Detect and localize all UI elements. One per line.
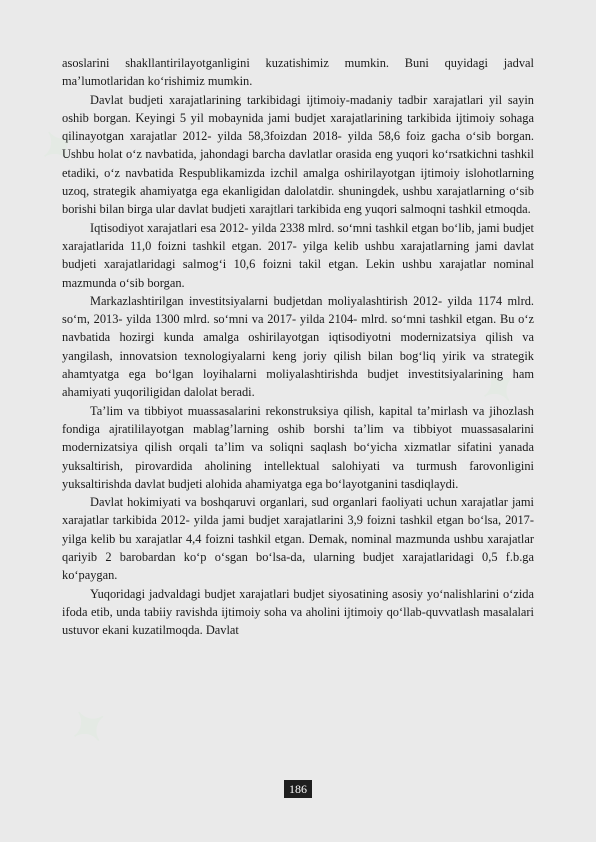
paragraph: asoslarini shakllantirilayotganligini kuzatishimiz mumkin. Buni quyidagi jadval ma’lumotlaridan ko‘rishimiz mumkin. (62, 56, 534, 89)
paragraph: Davlat budjeti xarajatlarining tarkibidagi ijtimoiy-madaniy tadbir xarajatlari yil sayin oshib borgan. Keyingi 5 yil mobaynida jami budjet xarajatlarining tarkibida ijtimoiy sohaga qilinayotgan xarajatlar 2012- yilda 58,3foizdan 2018- yilda 58,6 foiz gacha o‘sib borgan. Ushbu holat o‘z navbatida, jahondagi barcha davlatlar orasida eng yuqori ko‘rsatkichni tashkil etadiki, o‘z navbatida Respublikamizda izchil amalga oshirilayotgan ijtimoiy islohotlarning uzoq, strategik ahamiyatga ega ekanligidan dalolatdir. shuningdek, ushbu xarajatlarning o‘sib borishi bilan birga ular davlat budjeti xarajtlari tarkibida eng yuqori salmoqni tashkil etmoqda. (62, 92, 534, 217)
body-text (62, 54, 534, 640)
paragraph: Yuqoridagi jadvaldagi budjet xarajatlari budjet siyosatining asosiy yo‘nalishlarini o‘zida ifoda etib, unda tabiiy ravishda ijtimoiy soha va aholini ijtimoiy qo‘llab-quvvatlash masalalari ustuvor ekani kuzatilmoqda. Davlat (62, 586, 534, 638)
paragraph: Iqtisodiyot xarajatlari esa 2012- yilda 2338 mlrd. so‘mni tashkil etgan bo‘lib, jami budjet xarajatlarida 11,0 foizni tashkil etgan. 2017- yilga kelib ushbu xarajatlarning jami davlat budjeti xarajatlaridagi salmog‘i 10,6 foizni takil etgan. Lekin ushbu xarajatlar nominal mazmunda o‘sib borgan. (62, 220, 534, 290)
watermark: ✦ (58, 694, 120, 760)
watermark: ✦ (468, 354, 530, 420)
watermark: ✦ (28, 114, 90, 180)
paragraph: Davlat hokimiyati va boshqaruvi organlari, sud organlari faoliyati uchun xarajatlar jami xarajatlar tarkibida 2012- yilda jami budjet xarajatlarini 3,9 foizni tashkil etgan bo‘lsa, 2017- yilga kelib bu xarajatlar 4,4 foizni tashkil etgan. Demak, nominal mazmunda ushbu xarajatlar qariyib 2 barobardan ko‘p o‘sgan bo‘lsa-da, ularning budjet xarajatlaridagi 0,5 f.b.ga ko‘paygan. (62, 495, 534, 583)
paragraph: Markazlashtirilgan investitsiyalarni budjetdan moliyalashtirish 2012- yilda 1174 mlrd. so‘m, 2013- yilda 1300 mlrd. so‘mni va 2017- yilda 2104- mlrd. so‘mni tashkil etgan. Bu o‘z navbatida hozirgi kunda amalga oshirilayotgan iqtisodiyotni modernizatsiya qilish va yangilash, innovatsion texnologiyalarni keng joriy qilish bilan bog‘liq yirik va strategik ahamtyatga ega bo‘lgan loyihalarni moliyalashtirishda budjet investitsiyalarining ham ahamiyati yuqoriligidan dalolat beradi. (62, 293, 534, 400)
page-number: 186 (284, 780, 312, 798)
paragraph: Ta’lim va tibbiyot muassasalarini rekonstruksiya qilish, kapital ta’mirlash va jihozlash fondiga ajratililayotgan mablag’larning oshib borshi ta’lim va tibbiyot muassasalarini modernizatsiya qilish orqali ta’lim va soliqni saqlash bo‘yicha xizmatlar sifatini yanada yuksaltirish, pirovardida aholining intellektual salohiyati va turmush farovonligini yuksaltirishda davlat budjeti alohida ahamiyatga ega bo‘layotganini tasdiqlaydi. (62, 403, 534, 491)
